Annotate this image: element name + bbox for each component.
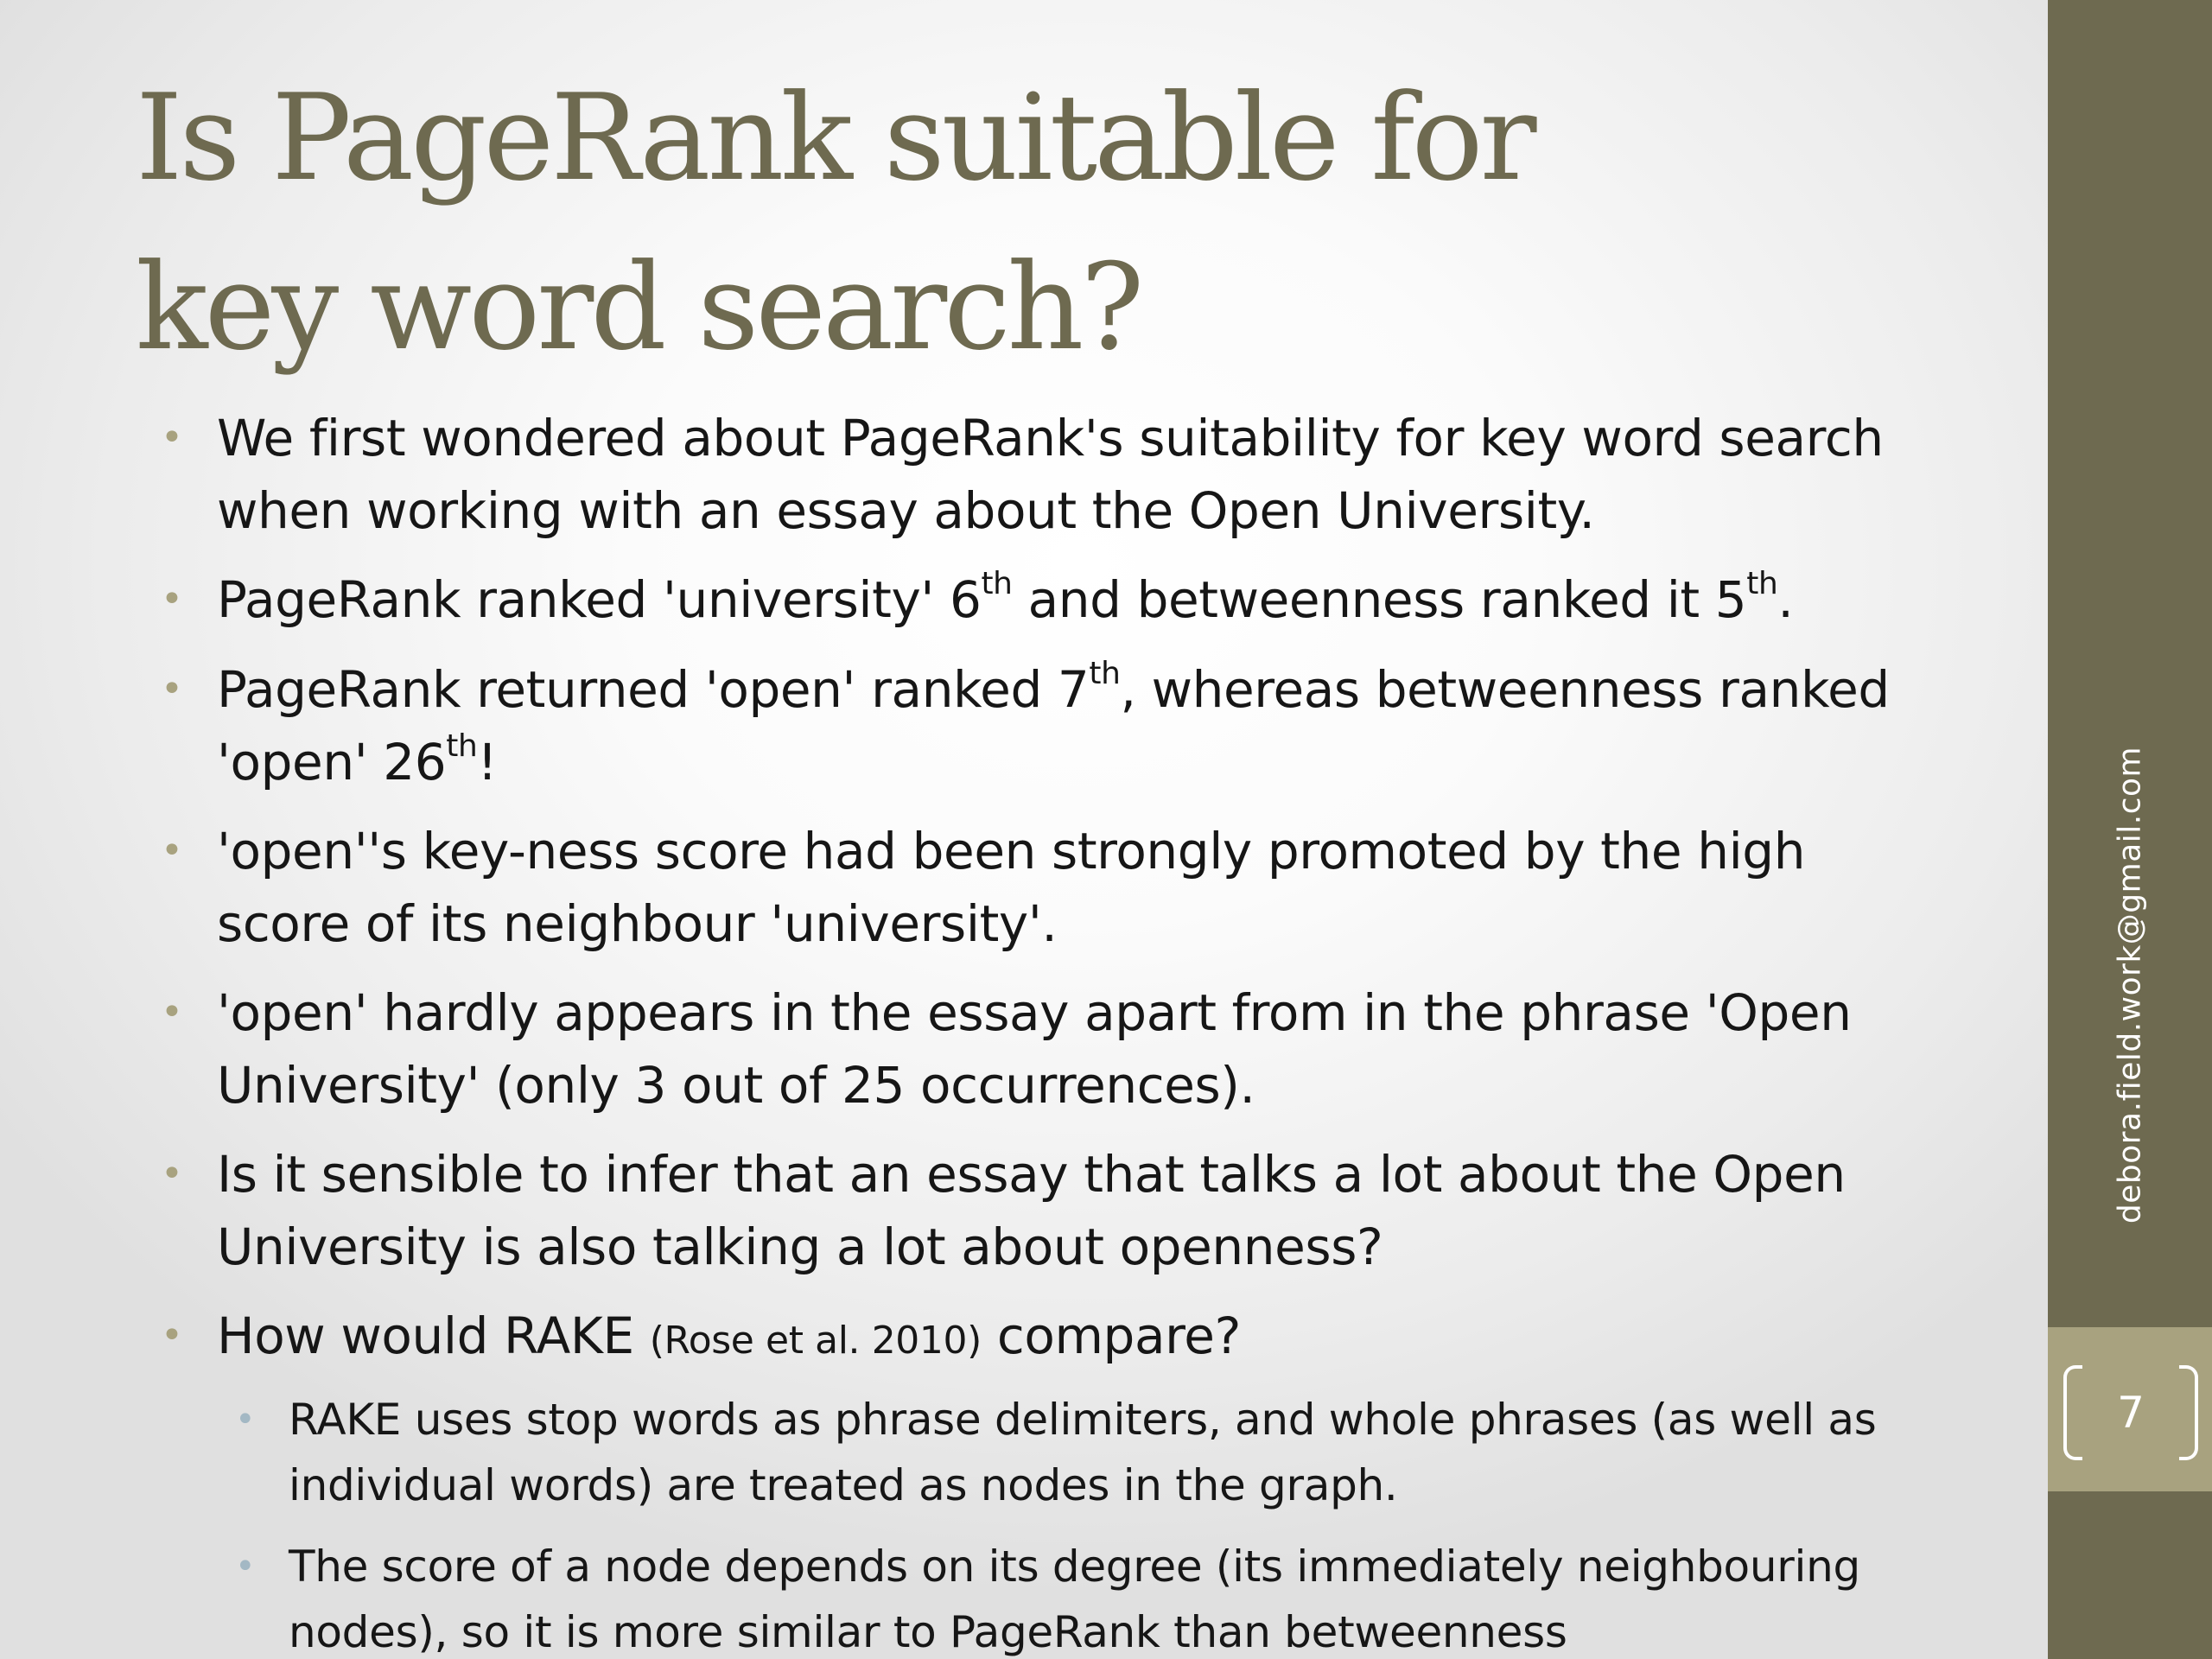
sub-bullet-2-line-1: The score of a node depends on its degree (its immediately neighbouring — [289, 1541, 1860, 1592]
ordinal-suffix: th — [1089, 656, 1121, 692]
bullet-dot-icon: • — [161, 577, 183, 621]
bullet-7-line-1 — [217, 1300, 1241, 1377]
page-number: 7 — [2117, 1388, 2145, 1438]
sub-bullet-2-line-2: nodes), so it is more similar to PageRank than betweenness — [289, 1607, 1567, 1657]
bullet-2-text: PageRank ranked 'university' 6 — [217, 570, 982, 629]
bullet-dot-icon: • — [161, 416, 183, 460]
ordinal-suffix: th — [1746, 566, 1778, 602]
slide-title — [136, 54, 1864, 392]
bullet-4-line-1: 'open''s key-ness score had been strongly promoted by the high — [217, 822, 1806, 880]
sub-bullet-1-line-1: RAKE uses stop words as phrase delimiters, and whole phrases (as well as — [289, 1395, 1877, 1445]
bullet-3-line-2 — [217, 726, 497, 806]
sub-bullet-1-line-2: individual words) are treated as nodes in the graph. — [289, 1460, 1398, 1510]
bullet-5-line-2: University' (only 3 out of 25 occurrences). — [217, 1056, 1255, 1115]
bullet-dot-icon: • — [161, 990, 183, 1034]
bullet-1-line-2: when working with an essay about the Open University. — [217, 481, 1595, 540]
bullet-2-line-1 — [217, 563, 1793, 644]
bullet-3-line-1 — [217, 653, 1890, 734]
bullet-2-text-mid: and betweenness ranked it 5 — [1012, 570, 1747, 629]
ordinal-suffix: th — [981, 566, 1013, 602]
bullet-7-text: How would RAKE — [217, 1306, 650, 1365]
sub-bullet-dot-icon: • — [235, 1400, 256, 1440]
sub-bullet-dot-icon: • — [235, 1547, 256, 1586]
title-line-1: Is PageRank suitable for — [136, 68, 1534, 207]
page-number-badge — [2063, 1365, 2198, 1460]
bullet-5-line-1: 'open' hardly appears in the essay apart from in the phrase 'Open — [217, 983, 1852, 1042]
bullet-3-text: PageRank returned 'open' ranked 7 — [217, 660, 1090, 719]
title-line-2: key word search? — [136, 238, 1141, 377]
ordinal-suffix: th — [446, 728, 478, 765]
bullet-6-line-1: Is it sensible to infer that an essay that talks a lot about the Open — [217, 1145, 1846, 1204]
bullet-3-line-2-end: ! — [477, 733, 498, 791]
bullet-dot-icon: • — [161, 829, 183, 873]
bullet-1-line-1: We first wondered about PageRank's suitability for key word search — [217, 409, 1884, 467]
bullet-4-line-2: score of its neighbour 'university'. — [217, 894, 1058, 953]
bullet-2-text-end: . — [1777, 570, 1794, 629]
citation: (Rose et al. 2010) — [649, 1319, 982, 1363]
bullet-6-line-2: University is also talking a lot about openness? — [217, 1217, 1383, 1276]
bullet-7-text-end: compare? — [981, 1306, 1241, 1365]
bullet-dot-icon: • — [161, 1152, 183, 1196]
bullet-dot-icon: • — [161, 1313, 183, 1357]
bullet-3-text-end: , whereas betweenness ranked — [1120, 660, 1890, 719]
bullet-3-line-2-text: 'open' 26 — [217, 733, 447, 791]
bullet-dot-icon: • — [161, 667, 183, 711]
author-email: debora.field.work@gmail.com — [2112, 746, 2148, 1224]
